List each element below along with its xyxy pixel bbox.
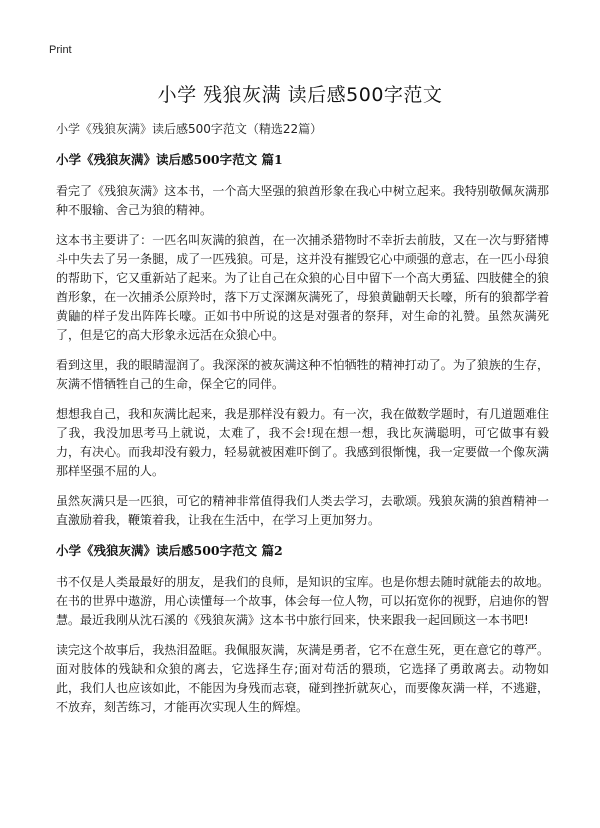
paragraph: 想想我自己，我和灰满比起来，我是那样没有毅力。有一次，我在做数学题时，有几道题难住了我，我没加思考马上就说，太难了，我不会!现在想一想，我比灰满聪明，可它做事有毅力，有决心。而我却没有毅力，轻易就被困难吓倒了。我感到很惭愧，我一定要做一个像灰满那样坚强不屈的人。 xyxy=(56,407,549,478)
section-1 xyxy=(56,150,549,530)
paragraph: 这本书主要讲了：一匹名叫灰满的狼酋，在一次捕杀猎物时不幸折去前肢，又在一次与野猪博斗中失去了另一条腿，成了一匹残狼。可是，这并没有摧毁它心中顽强的意志，在一匹小母狼的帮助下，它又重新站了起来。为了让自己在众狼的心目中留下一个高大勇猛、四肢健全的狼酋形象，在一次捕杀公原羚时，落下万丈深渊灰满死了，母狼黄鼬朝天长嚎，所有的狼都学着黄鼬的样子发出阵阵长嚎。正如书中所说的这是对强者的祭拜，对生命的礼赞。虽然灰满死了，但是它的高大形象永远活在众狼心中。 xyxy=(56,233,549,342)
section-heading: 小学《残狼灰满》读后感500字范文 篇1 xyxy=(56,152,283,167)
paragraph: 书不仅是人类最最好的朋友，是我们的良师，是知识的宝库。也是你想去随时就能去的故地。在书的世界中遨游，用心读懂每一个故事，体会每一位人物，可以拓宽你的视野，启迪你的智慧。最近我刚从沈石溪的《残狼灰满》这本书中旅行回来，快来跟我一起回顾这一本书吧! xyxy=(56,575,549,627)
paragraph: 虽然灰满只是一匹狼，可它的精神非常值得我们人类去学习，去歌颂。残狼灰满的狼酋精神一直激励着我，鞭策着我，让我在生活中，在学习上更加努力。 xyxy=(56,494,549,527)
paragraph: 读完这个故事后，我热泪盈眶。我佩服灰满，灰满是勇者，它不在意生死，更在意它的尊严。面对肢体的残缺和众狼的离去，它选择生存;面对苟活的猥琐，它选择了勇敢离去。动物如此，我们人也应该如此，不能因为身残而志衰，碰到挫折就灰心，而要像灰满一样，不逃避，不放弃，刻苦练习，才能再次实现人生的辉煌。 xyxy=(56,643,549,714)
document-content xyxy=(56,142,549,728)
section-heading: 小学《残狼灰满》读后感500字范文 篇2 xyxy=(56,543,283,558)
document-subtitle: 小学《残狼灰满》读后感500字范文（精选22篇） xyxy=(56,122,323,136)
print-label[interactable]: Print xyxy=(49,44,72,56)
paragraph: 看到这里，我的眼睛湿润了。我深深的被灰满这种不怕牺牲的精神打动了。为了狼族的生存，灰满不惜牺牲自己的生命，保全它的同伴。 xyxy=(56,358,549,391)
paragraph: 看完了《残狼灰满》这本书，一个高大坚强的狼酋形象在我心中树立起来。我特别敬佩灰满那种不服输、舍己为狼的精神。 xyxy=(56,184,549,217)
page-title: 小学 残狼灰满 读后感500字范文 xyxy=(157,84,443,106)
section-2 xyxy=(56,541,549,717)
